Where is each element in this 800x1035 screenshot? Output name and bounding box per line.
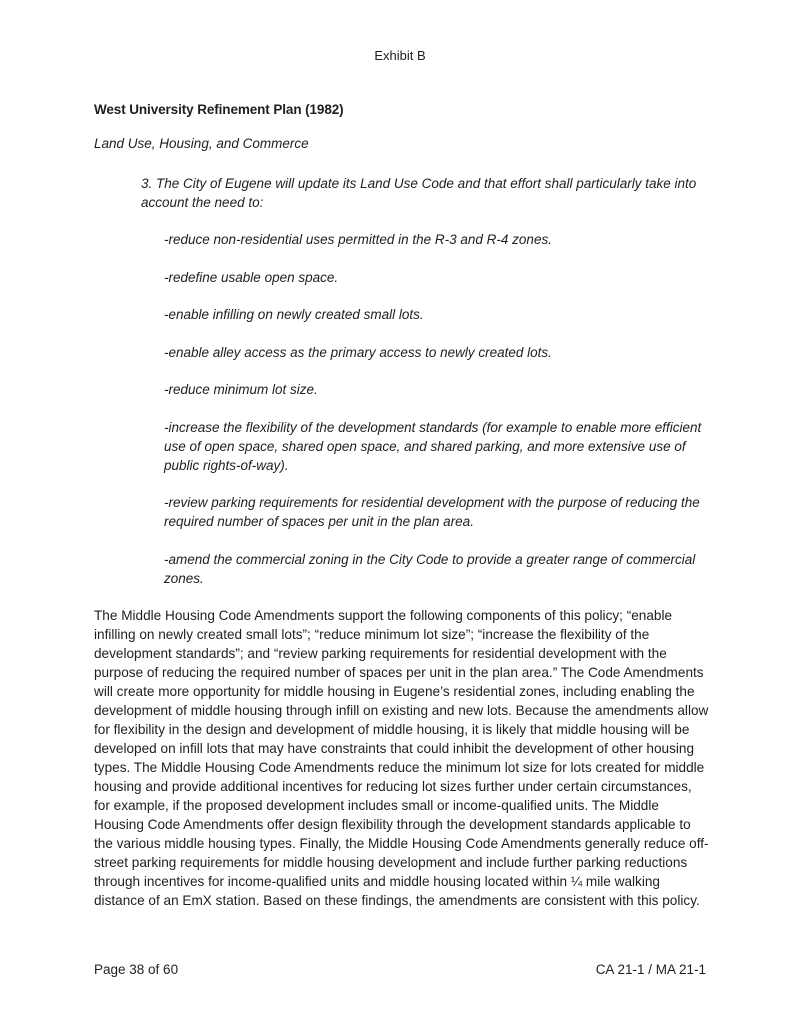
plan-title: West University Refinement Plan (1982) <box>94 102 344 117</box>
policy-item: -enable infilling on newly created small lots. <box>164 307 424 322</box>
policy-item: -amend the commercial zoning in the City Code to provide a greater range of commercial zones. <box>164 551 696 586</box>
policy-item-list <box>164 230 704 606</box>
policy-item: -reduce minimum lot size. <box>164 382 318 397</box>
case-number: CA 21-1 / MA 21-1 <box>595 962 706 977</box>
findings-paragraph: The Middle Housing Code Amendments support the following components of this policy; “enable infilling on newly created small lots”; “reduce minimum lot size”; “increase the flexibility of the development standards”; and “review parking requirements for residential development with the purpose of reducing the required number of spaces per unit in the plan area.” The Code Amendments will create more opportunity for middle housing in Eugene’s residential zones, including enabling the development of middle housing through infill on existing and new lots. Because the amendments allow for flexibility in the design and development of middle housing, it is likely that middle housing will be developed on infill lots that may have constraints that could inhibit the development of other housing types. The Middle Housing Code Amendments reduce the minimum lot size for lots created for middle housing and provide additional incentives for reducing lot sizes further under certain circumstances, for example, if the proposed development includes small or income-qualified units. The Middle Housing Code Amendments offer design flexibility through the development standards applicable to the various middle housing types. Finally, the Middle Housing Code Amendments generally reduce off-street parking requirements for middle housing development and include further parking reductions through incentives for income-qualified units and middle housing located within ¼ mile walking distance of an EmX station. Based on these findings, the amendments are consistent with this policy. <box>94 608 709 908</box>
exhibit-label: Exhibit B <box>374 48 426 63</box>
section-subtitle: Land Use, Housing, and Commerce <box>94 136 309 151</box>
policy-item: -enable alley access as the primary access to newly created lots. <box>164 344 552 360</box>
page-number: Page 38 of 60 <box>94 962 179 977</box>
policy-item: -increase the flexibility of the development standards (for example to enable more efficient use of open space, shared open space, and shared parking, and more extensive use of public rights-of-way). <box>164 419 702 473</box>
policy-item: -review parking requirements for residential development with the purpose of reducing the required number of spaces per unit in the plan area. <box>164 495 700 529</box>
policy-statement: 3. The City of Eugene will update its Land Use Code and that effort shall particularly take into account the need to: <box>141 176 697 210</box>
policy-item: -redefine usable open space. <box>164 269 339 285</box>
policy-item: -reduce non-residential uses permitted in the R-3 and R-4 zones. <box>164 232 552 247</box>
